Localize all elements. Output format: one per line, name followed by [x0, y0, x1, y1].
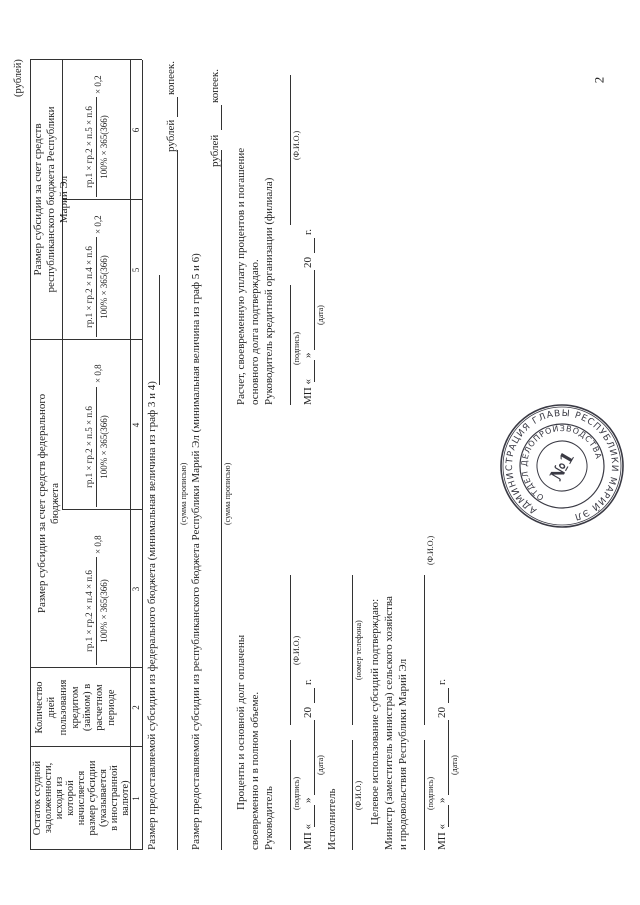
bottom-date-caption: (дата) [450, 755, 459, 775]
stamp-outer-text: АДМИНИСТРАЦИЯ ГЛАВЫ РЕСПУБЛИКИ МАРИЙ ЭЛ [504, 408, 620, 522]
col-number: 1 [131, 796, 141, 801]
formula-col6-multiplier: × 0,2 [93, 75, 103, 94]
right-mp: МП « [302, 379, 314, 405]
table-bottom-border [142, 60, 143, 850]
header-federal: Размер субсидии за счет средств федерального бюджета [36, 393, 61, 614]
bottom-mp: МП « [436, 824, 448, 850]
table-col-divider [30, 667, 142, 668]
header-col1: Остаток ссудной задолженности, исходя из которой начисляется размер субсидии (указывается в иностранной валюте) [32, 760, 131, 836]
federal-kop: копеек. [165, 60, 177, 95]
bottom-sign-line [424, 740, 425, 850]
federal-amount-words-line [177, 150, 178, 850]
right-year: 20 [302, 257, 314, 268]
republic-subsidy-text: Размер предоставляемой субсидии из республиканского бюджета Республики Марий Эл (минимальная величина из граф 5 и 6) [190, 253, 202, 850]
table-col-divider [30, 746, 142, 747]
table-col-divider [30, 339, 142, 340]
stamp-number: №1 [546, 448, 580, 485]
formula-col3: гр.1 × гр.2 × п.4 × п.6 100% × 365(366) [84, 557, 109, 665]
formula-col4-multiplier: × 0,8 [93, 364, 103, 383]
col-number: 6 [131, 127, 141, 133]
formula-col5-multiplier: × 0,2 [93, 215, 103, 234]
left-sign-caption: (подпись) [292, 776, 301, 810]
left-year: 20 [302, 707, 314, 718]
federal-caption: (сумма прописью) [179, 462, 188, 525]
right-confirm-text: Расчет, своевременную уплату процентов и погашение [235, 147, 247, 405]
bottom-month-line [448, 720, 449, 795]
right-fio-line [290, 75, 291, 225]
left-date-caption: (дата) [316, 755, 325, 775]
units-note: (рублей) [13, 59, 24, 97]
formula-col3-multiplier: × 0,8 [93, 535, 103, 554]
bottom-confirm-text: Целевое использование субсидий подтверждаю: [369, 598, 381, 825]
bottom-year: 20 [436, 707, 448, 718]
official-round-stamp [498, 402, 626, 530]
bottom-year-line [448, 688, 449, 703]
republic-amount-words-line [221, 150, 222, 850]
bottom-fio-caption: (Ф.И.О.) [426, 535, 435, 565]
bottom-sign-caption: (подпись) [426, 776, 435, 810]
table-right-border [30, 59, 142, 60]
left-quote: » [302, 797, 314, 803]
col-number: 5 [131, 267, 141, 273]
left-phone-caption: (номер телефона) [354, 620, 363, 680]
federal-amount-line [159, 275, 160, 385]
header-republic: Размер субсидии за счет средств республиканского бюджета Республики Марий Эл [32, 106, 70, 293]
formula-col6: гр.1 × гр.2 × п.5 × п.6 100% × 365(366) [84, 97, 109, 197]
left-executor-label: Исполнитель [326, 788, 338, 850]
federal-kop-line [177, 97, 178, 117]
bottom-minister-text-2: и продовольствия Республики Марий Эл [397, 658, 409, 850]
table-left-border [30, 849, 142, 850]
left-executor-fio-line [352, 740, 353, 850]
right-day-line [314, 360, 315, 382]
left-g: г. [302, 678, 314, 685]
right-date-caption: (дата) [316, 305, 325, 325]
right-year-line [314, 238, 315, 253]
republic-kop: копеек. [209, 68, 221, 103]
federal-subsidy-text: Размер предоставляемой субсидии из федерального бюджета (минимальная величина из граф 3 и 4) [146, 381, 158, 850]
table-number-row-border [130, 60, 131, 850]
bottom-g: г. [436, 678, 448, 685]
bottom-minister-text: Министр (заместитель министра) сельского хозяйства [383, 596, 395, 850]
left-phone-line [352, 575, 353, 725]
formula-col5: гр.1 × гр.2 × п.4 × п.6 100% × 365(366) [84, 237, 109, 337]
federal-rub: рублей [165, 119, 177, 152]
left-fio-caption: (Ф.И.О.) [292, 635, 301, 665]
left-executor-fio-caption: (Ф.И.О.) [354, 780, 363, 810]
right-sign-caption: (подпись) [292, 331, 301, 365]
left-year-line [314, 688, 315, 703]
right-confirm-text-2: основного долга подтверждаю. [249, 259, 261, 405]
table-col-divider [62, 199, 142, 200]
col-number: 3 [131, 586, 141, 592]
republic-rub: рублей [209, 134, 221, 167]
left-head-label: Руководитель [263, 786, 275, 850]
republic-kop-line [221, 105, 222, 130]
col-number: 2 [131, 705, 141, 710]
left-mp: МП « [302, 824, 314, 850]
right-sign-line [290, 285, 291, 405]
left-day-line [314, 805, 315, 827]
right-head-label: Руководитель кредитной организации (филиала) [263, 177, 275, 405]
right-month-line [314, 270, 315, 350]
left-month-line [314, 720, 315, 795]
stamp-inner-text: ОТДЕЛ ДЕЛОПРОИЗВОДСТВА [519, 423, 604, 503]
left-paid-text: Проценты и основной долг оплачены [235, 634, 247, 810]
left-sign-line [290, 740, 291, 850]
right-quote: » [302, 352, 314, 358]
left-paid-text-2: своевременно и в полном объеме. [249, 691, 261, 850]
formula-col4: гр.1 × гр.2 × п.5 × п.6 100% × 365(366) [84, 387, 109, 507]
table-top-border [30, 60, 31, 850]
bottom-quote: » [436, 797, 448, 803]
republic-caption: (сумма прописью) [223, 462, 232, 525]
right-fio-caption: (Ф.И.О.) [292, 130, 301, 160]
table-col-divider [62, 509, 142, 510]
bottom-fio-line [424, 575, 425, 725]
bottom-day-line [448, 805, 449, 827]
page-number: 2 [591, 76, 607, 84]
left-fio-line [290, 575, 291, 725]
right-g: г. [302, 228, 314, 235]
col-number: 4 [131, 422, 141, 428]
header-col2: Количество дней пользования кредитом (займом) в расчетном периоде [34, 679, 117, 736]
